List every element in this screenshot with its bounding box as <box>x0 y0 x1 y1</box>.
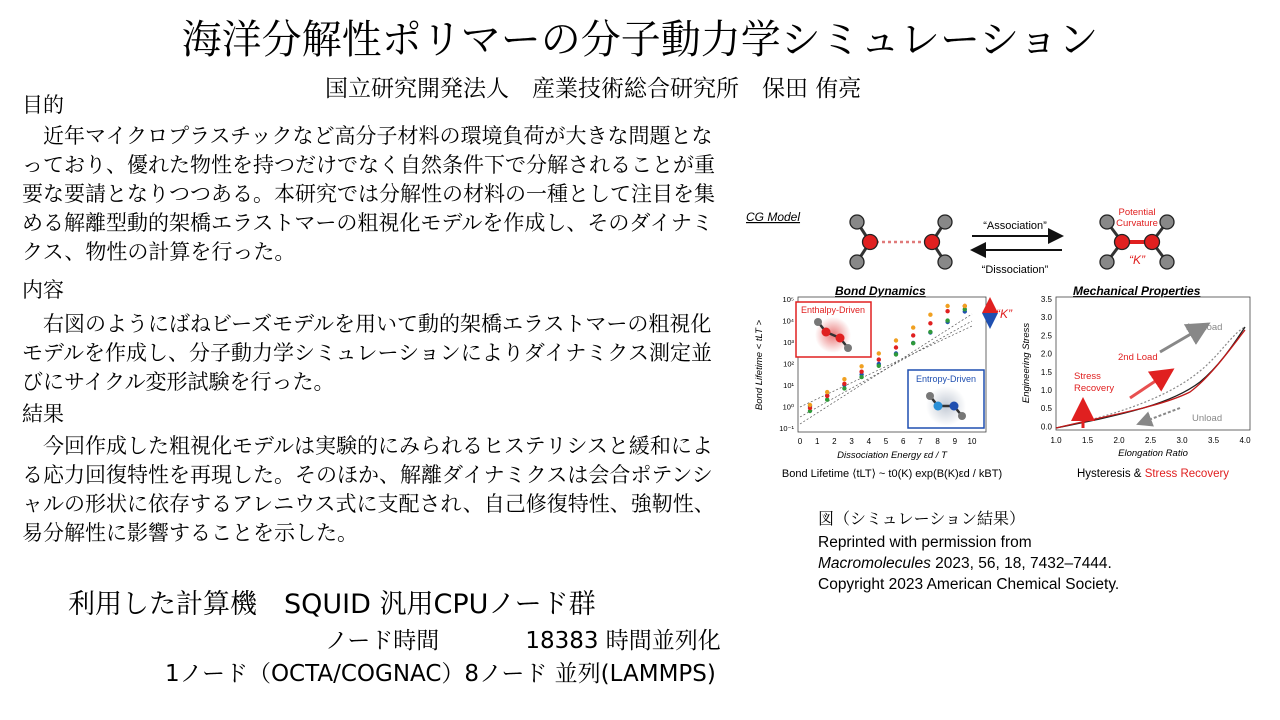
credit-line-3: Copyright 2023 American Chemical Society. <box>818 576 1120 593</box>
bond-x-tick: 2 <box>832 437 837 446</box>
mech-x-tick: 3.0 <box>1176 436 1188 445</box>
bond-data-point <box>928 313 932 317</box>
bond-data-point <box>808 403 812 407</box>
computer-name: SQUID 汎用CPUノード群 <box>284 589 596 620</box>
bond-y-axis-label: Bond Lifetime < tLT > <box>754 319 765 411</box>
hysteresis-text: Hysteresis & <box>1076 468 1145 480</box>
mech-x-tick: 1.0 <box>1050 436 1062 445</box>
bond-data-point <box>877 351 881 355</box>
unload-arrow <box>1138 408 1180 424</box>
bond-x-tick: 5 <box>883 437 889 446</box>
mech-y-tick: 0.0 <box>1040 422 1052 432</box>
mech-y-tick: 2.5 <box>1040 331 1052 341</box>
bond-data-point <box>945 309 949 313</box>
bond-data-point <box>859 375 863 379</box>
bond-data-point <box>825 394 829 398</box>
curvature-label: Curvature <box>1116 218 1158 229</box>
bond-x-tick: 9 <box>952 437 958 446</box>
bond-data-point <box>877 364 881 368</box>
association-label: “Association” <box>983 220 1047 232</box>
bond-data-point <box>945 304 949 308</box>
bond-data-point <box>911 341 915 345</box>
bond-data-point <box>859 364 863 368</box>
stress-recovery-text: Stress Recovery <box>1144 468 1230 480</box>
recovery-label: Recovery <box>1074 383 1115 394</box>
mech-x-tick: 4.0 <box>1239 436 1251 445</box>
bond-data-point <box>911 325 915 329</box>
bond-y-tick: 10³ <box>783 338 794 347</box>
bond-data-point <box>859 370 863 374</box>
potential-label: Potential <box>1118 207 1156 218</box>
author-affiliation: 国立研究開発法人 産業技術総合研究所 保田 侑亮 <box>325 76 862 102</box>
simulation-results-figure <box>740 202 1270 492</box>
mech-y-tick: 3.0 <box>1040 313 1052 323</box>
k-symbol: “K” <box>1129 253 1145 267</box>
bond-data-point <box>894 345 898 349</box>
credit-line-1: Reprinted with permission from <box>818 534 1032 551</box>
mech-x-tick: 2.0 <box>1113 436 1125 445</box>
mech-y-tick: 1.0 <box>1040 386 1052 395</box>
bond-data-point <box>842 386 846 390</box>
unload-label: Unload <box>1192 413 1223 424</box>
bond-data-point <box>928 330 932 334</box>
bond-x-tick: 1 <box>814 437 820 446</box>
mech-y-axis-label: Engineering Stress <box>1021 322 1032 404</box>
bond-x-axis-label: Dissociation Energy εd / T <box>837 450 947 461</box>
bond-data-point <box>842 382 846 386</box>
mechanical-properties-title: Mechanical Properties <box>1073 284 1201 298</box>
bond-y-tick: 10⁵ <box>782 295 794 304</box>
bond-x-tick: 6 <box>900 437 906 446</box>
bond-data-point <box>928 321 932 325</box>
bond-data-point <box>894 338 898 342</box>
bond-data-point <box>825 390 829 394</box>
mech-y-tick: 3.5 <box>1040 295 1052 304</box>
mech-y-tick: 2.0 <box>1040 349 1052 359</box>
k-arrow-label: “K” <box>996 307 1012 321</box>
bond-y-tick: 10⁻¹ <box>779 424 794 433</box>
bond-data-point <box>894 352 898 356</box>
paragraph-result: 今回作成した粗視化モデルは実験的にみられるヒステリシスと緩和による応力回復特性を再現した。そのほか、解離ダイナミクスは会合ポテンシャルの形状に依存するアレニウス式に支配され、自己修復特性、強靭性、易分解性に影響することを示した。 <box>22 434 715 545</box>
node-hours-value: 18383 時間並列化 <box>525 628 721 654</box>
enthalpy-label: Enthalpy-Driven <box>800 305 866 315</box>
mech-y-tick: 0.5 <box>1040 404 1052 414</box>
heading-purpose: 目的 <box>22 93 64 117</box>
bond-x-tick: 3 <box>849 437 854 446</box>
second-load-arrow <box>1130 370 1172 398</box>
credit-line-2 <box>818 553 1119 574</box>
dissociated-state-diagram <box>850 215 952 269</box>
mechanical-properties-chart <box>1021 295 1251 459</box>
computer-used-line <box>68 588 596 622</box>
mech-x-tick: 1.5 <box>1081 436 1094 445</box>
first-load-label: 1st Load <box>1186 322 1223 333</box>
second-load-label: 2nd Load <box>1118 352 1158 363</box>
bond-x-tick: 10 <box>967 437 977 446</box>
node-hours-label: ノード時間 <box>325 628 440 654</box>
heading-content: 内容 <box>22 278 64 302</box>
cg-model-label: CG Model <box>746 210 801 224</box>
bond-x-tick: 8 <box>935 437 940 446</box>
bond-y-tick: 10⁰ <box>782 402 794 412</box>
mech-x-axis-label: Elongation Ratio <box>1118 448 1188 459</box>
bond-x-tick: 0 <box>797 437 803 446</box>
figure-credit <box>818 532 1119 595</box>
bond-data-point <box>877 357 881 361</box>
bond-data-point <box>842 377 846 381</box>
bond-data-point <box>963 304 967 308</box>
journal-name: Macromolecules <box>818 555 931 572</box>
mech-y-tick: 1.5 <box>1040 367 1052 377</box>
paragraph-content: 右図のようにばねビーズモデルを用いて動的架橋エラストマーの粗視化モデルを作成し、分子動力学シミュレーションによりダイナミクス測定並びにサイクル変形試験を行った。 <box>22 312 713 394</box>
heading-result: 結果 <box>22 402 64 426</box>
entropy-label: Entropy-Driven <box>915 374 977 384</box>
bond-lifetime-formula: Bond Lifetime ⟨tLT⟩ ~ t0(K) exp(B(K)εd / kBT) <box>781 468 1003 480</box>
page-title: 海洋分解性ポリマーの分子動力学シミュレーション <box>181 17 1099 63</box>
bond-x-tick: 4 <box>866 437 872 446</box>
mech-x-tick: 2.5 <box>1144 436 1157 445</box>
bond-dynamics-title: Bond Dynamics <box>835 284 926 298</box>
computer-used-label: 利用した計算機 <box>68 589 257 620</box>
bond-x-tick: 7 <box>918 437 923 446</box>
stress-label: Stress <box>1074 371 1101 382</box>
bond-y-tick: 10¹ <box>783 381 794 390</box>
node-hours-line <box>325 626 721 656</box>
hysteresis-caption <box>1077 468 1229 480</box>
bond-y-tick: 10⁴ <box>782 316 794 326</box>
bond-data-point <box>945 318 949 322</box>
dissociation-label: “Dissociation” <box>981 264 1049 276</box>
parallelization-line: 1ノード（OCTA/COGNAC）8ノード 並列(LAMMPS) <box>165 661 716 687</box>
citation: 2023, 56, 18, 7432–7444. <box>930 555 1112 572</box>
mech-x-tick: 3.5 <box>1207 436 1220 445</box>
bond-data-point <box>911 333 915 337</box>
figure-caption: 図（シミュレーション結果） <box>818 509 1026 528</box>
bond-y-tick: 10² <box>783 359 794 369</box>
bond-data-point <box>825 398 829 402</box>
paragraph-purpose: 近年マイクロプラスチックなど高分子材料の環境負荷が大きな問題となっており、優れた物性を持つだけでなく自然条件下で分解されることが重要な要請となりつつある。本研究では分解性の材料の一種として注目を集める解離型動的架橋エラストマーの粗視化モデルを作成し、そのダイナミクス、物性の計算を行った。 <box>22 124 715 264</box>
